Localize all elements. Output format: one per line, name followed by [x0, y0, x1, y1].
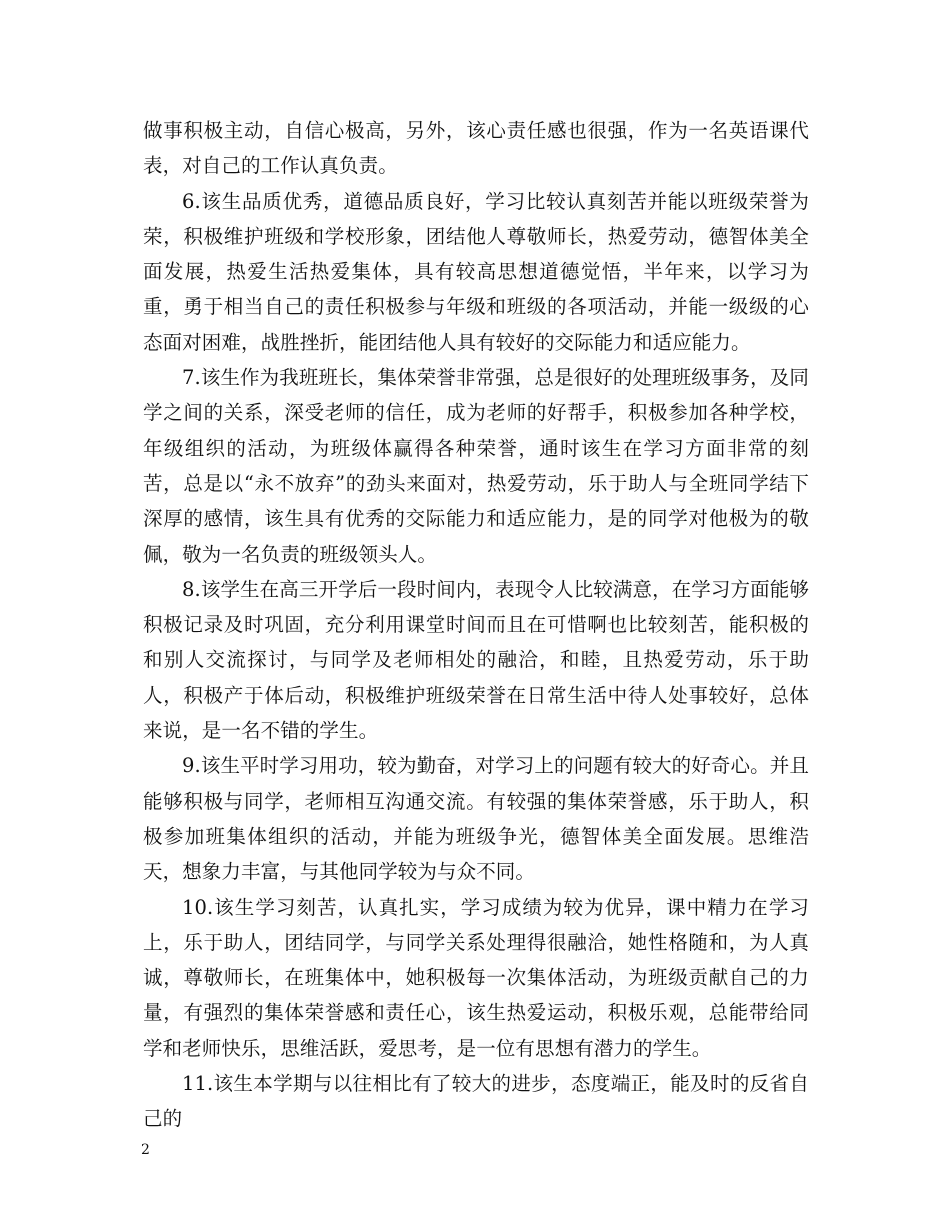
paragraph-item-10: 10.该生学习刻苦，认真扎实，学习成绩为较为优异，课中精力在学习上，乐于助人，团结同学，与同学关系处理得很融洽，她性格随和，为人真诚，尊敬师长，在班集体中，她积极每一次集体活动，为班级贡献自己的力量，有强烈的集体荣誉感和责任心，该生热爱运动，积极乐观，总能带给同学和老师快乐，思维活跃，爱思考，是一位有思想有潜力的学生。: [143, 895, 809, 1060]
paragraph-item-9: 9.该生平时学习用功，较为勤奋，对学习上的问题有较大的好奇心。并且能够积极与同学，老师相互沟通交流。有较强的集体荣誉感，乐于助人，积极参加班集体组织的活动，并能为班级争光，德智体美全面发展。思维浩天，想象力丰富，与其他同学较为与众不同。: [143, 754, 809, 884]
document-body: [143, 113, 809, 1137]
paragraph-continued: 做事积极主动，自信心极高，另外，该心责任感也很强，作为一名英语课代表，对自己的工作认真负责。: [143, 119, 809, 178]
paragraph-item-6: 6.该生品质优秀，道德品质良好，学习比较认真刻苦并能以班级荣誉为荣，积极维护班级和学校形象，团结他人尊敬师长，热爱劳动，德智体美全面发展，热爱生活热爱集体，具有较高思想道德觉悟，半年来，以学习为重，勇于相当自己的责任积极参与年级和班级的各项活动，并能一级级的心态面对困难，战胜挫折，能团结他人具有较好的交际能力和适应能力。: [143, 189, 809, 354]
paragraph-item-11: 11.该生本学期与以往相比有了较大的进步，态度端正，能及时的反省自己的: [143, 1072, 809, 1131]
paragraph-item-8: 8.该学生在高三开学后一段时间内，表现令人比较满意，在学习方面能够积极记录及时巩固，充分利用课堂时间而且在可惜啊也比较刻苦，能积极的和别人交流探讨，与同学及老师相处的融洽，和睦，且热爱劳动，乐于助人，积极产于体后动，积极维护班级荣誉在日常生活中待人处事较好，总体来说，是一名不错的学生。: [143, 577, 809, 743]
paragraph-item-7: 7.该生作为我班班长，集体荣誉非常强，总是很好的处理班级事务，及同学之间的关系，深受老师的信任，成为老师的好帮手，积极参加各种学校，年级组织的活动，为班级体赢得各种荣誉，通时该生在学习方面非常的刻苦，总是以“永不放弃”的劲头来面对，热爱劳动，乐于助人与全班同学结下深厚的感情，该生具有优秀的交际能力和适应能力，是的同学对他极为的敬佩，敬为一名负责的班级领头人。: [143, 366, 809, 566]
page-number: 2: [141, 1142, 150, 1158]
